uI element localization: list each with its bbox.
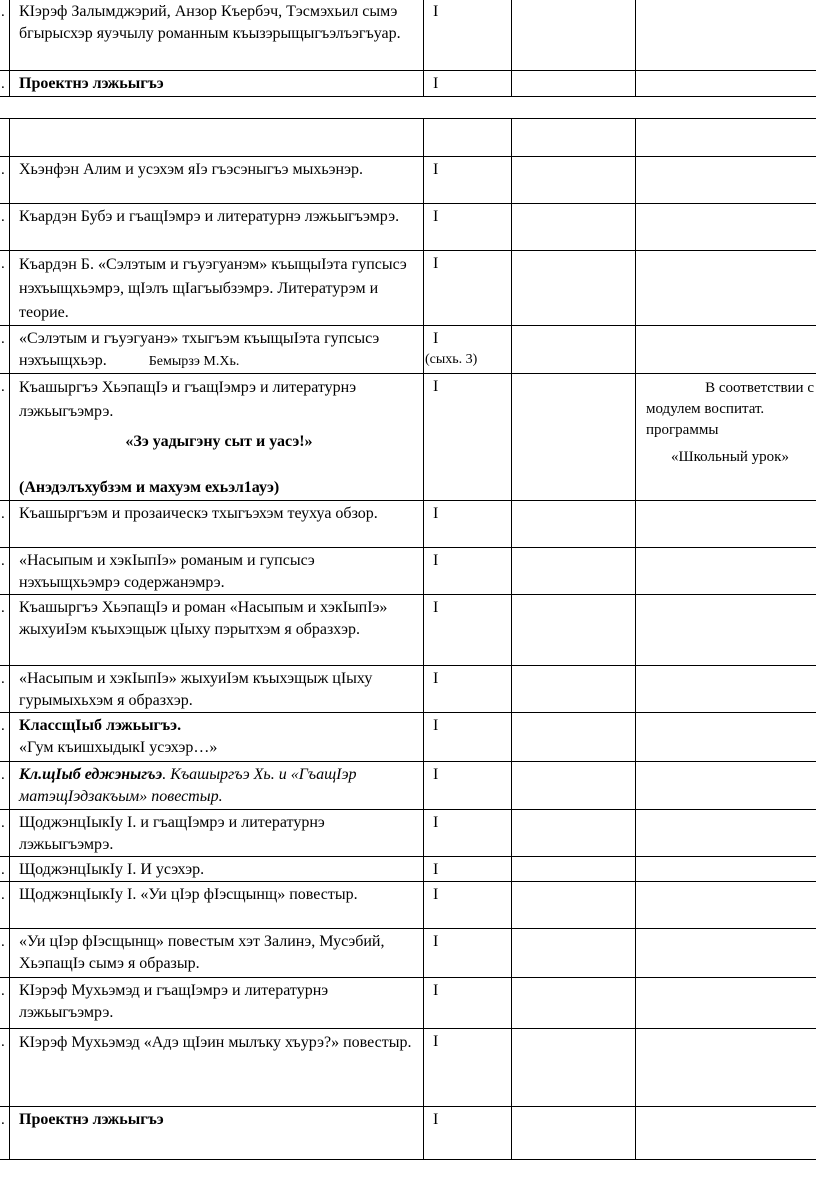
lesson-date-cell <box>512 978 636 1029</box>
row-number: . <box>0 501 10 548</box>
row-number: . <box>0 666 10 713</box>
lesson-hours: I <box>424 204 512 251</box>
table-row <box>0 1029 816 1107</box>
lesson-topic: «Уи цIэр фIэсщынщ» повестым хэт Залинэ, Мусэбий, ХьэпащIэ сымэ я образыр. <box>10 929 424 978</box>
table-row <box>0 548 816 595</box>
lesson-topic: «Гум къишхыдыкI усэхэр…» <box>19 739 218 756</box>
table-row <box>0 374 816 501</box>
lesson-hours: I <box>424 762 512 810</box>
lesson-topic: Къардэн Бубэ и гъащIэмрэ и литературнэ лэжьыгъэмрэ. <box>10 204 424 251</box>
lesson-note-cell <box>636 501 816 548</box>
lesson-hours: I <box>424 595 512 666</box>
table-row <box>0 157 816 204</box>
lesson-topic: КIэрэф Мухьэмэд «Адэ щIэин мылъку хъурэ?» повестыр. <box>10 1029 424 1107</box>
row-number: . <box>0 157 10 204</box>
note-line: модулем воспитат. программы <box>646 401 765 438</box>
lesson-topic: КIэрэф Мухьэмэд и гъащIэмрэ и литературнэ лэжьыгъэмрэ. <box>10 978 424 1029</box>
lesson-hours: I <box>424 251 512 326</box>
table-row <box>0 929 816 978</box>
lesson-topic: Проектнэ лэжьыгъэ <box>10 1107 424 1160</box>
lesson-date-cell <box>512 326 636 374</box>
note-line: В соответствии с <box>705 380 814 396</box>
lesson-topic-cell <box>10 713 424 762</box>
lesson-date-cell <box>512 1029 636 1107</box>
lesson-topic-bold: КлассщIыб лэжьыгъэ. <box>19 717 182 734</box>
row-number: . <box>0 1029 10 1107</box>
row-number: . <box>0 713 10 762</box>
lesson-date-cell <box>512 204 636 251</box>
table-row <box>0 326 816 374</box>
table-row <box>0 882 816 929</box>
row-number: . <box>0 929 10 978</box>
lesson-hours: I <box>424 929 512 978</box>
table-row <box>0 978 816 1029</box>
lesson-hours: I <box>424 71 512 97</box>
lesson-topic-bold-italic: Кл.щIыб еджэныгъэ <box>19 766 163 783</box>
lesson-author: Бемырзэ М.Хь. <box>148 354 240 369</box>
table-row <box>0 501 816 548</box>
lesson-hours: I <box>424 810 512 857</box>
lesson-note-cell <box>636 857 816 882</box>
lesson-topic: Проектнэ лэжьыгъэ <box>10 71 424 97</box>
lesson-topic: ЩоджэнцIыкIу I. И усэхэр. <box>10 857 424 882</box>
lesson-topic: «Насыпым и хэкIыпIэ» романым и гупсысэ нэхъыщхьэмрэ содержанэмрэ. <box>10 548 424 595</box>
lesson-note-cell <box>636 157 816 204</box>
row-number: . <box>0 548 10 595</box>
note-cell <box>636 374 816 501</box>
lesson-date-cell <box>512 548 636 595</box>
table-row <box>0 119 816 157</box>
lesson-date-cell <box>512 157 636 204</box>
lesson-topic: Къашыргъэ ХьэпащIэ и роман «Насыпым и хэкIыпIэ» жыхуиIэм къыхэщыж цIыху пэрытхэм я образхэр. <box>10 595 424 666</box>
row-number: . <box>0 978 10 1029</box>
lesson-hours-cell <box>424 326 512 374</box>
lesson-note-cell <box>636 251 816 326</box>
lesson-date-cell <box>512 501 636 548</box>
table-row <box>0 666 816 713</box>
lesson-date-cell <box>512 595 636 666</box>
row-number: . <box>0 374 10 501</box>
lesson-hours: I <box>424 978 512 1029</box>
lesson-topic-cell <box>10 326 424 374</box>
lesson-note-cell <box>636 326 816 374</box>
program-table-main <box>0 118 816 1160</box>
table-row <box>0 1107 816 1160</box>
table-row <box>0 857 816 882</box>
program-table-top <box>0 0 816 97</box>
lesson-topic: ЩоджэнцIыкIу I. «Уи цIэр фIэсщынщ» повестыр. <box>10 882 424 929</box>
empty-cell <box>0 119 10 157</box>
lesson-date-cell <box>512 1107 636 1160</box>
lesson-date-cell <box>512 713 636 762</box>
note-line: «Школьный урок» <box>671 449 789 465</box>
lesson-date-cell <box>512 374 636 501</box>
lesson-hours-sub: (сыхь. 3) <box>425 352 478 367</box>
lesson-note-cell <box>636 713 816 762</box>
lesson-topic: «Сэлэтым и гъуэгуанэ» тхыгъэм къыщыIэта гупсысэ нэхъыщхьэр. <box>19 330 380 369</box>
lesson-topic-cell <box>10 762 424 810</box>
empty-cell <box>10 119 424 157</box>
lesson-topic: ЩоджэнцIыкIу I. и гъащIэмрэ и литературнэ лэжьыгъэмрэ. <box>10 810 424 857</box>
lesson-hours: I <box>424 157 512 204</box>
row-number: . <box>0 326 10 374</box>
lesson-topic: КIэрэф Залымджэрий, Анзор Къербэч, Тэсмэхьил сымэ бгырысхэр яуэчылу романным къызэрыщыгъэлъэгъуар. <box>10 0 424 71</box>
lesson-note-cell <box>636 1029 816 1107</box>
lesson-topic: «Насыпым и хэкIыпIэ» жыхуиIэм къыхэщыж цIыху гурымыхьхэм я образхэр. <box>10 666 424 713</box>
lesson-date-cell <box>512 762 636 810</box>
spacer <box>19 454 419 476</box>
lesson-hours: I <box>424 0 512 71</box>
row-number: . <box>0 71 10 97</box>
lesson-hours: I <box>424 548 512 595</box>
lesson-note-cell <box>636 595 816 666</box>
row-number: . <box>0 0 10 71</box>
table-row <box>0 810 816 857</box>
lesson-heading: «Зэ уадыгэну сыт и уасэ!» <box>125 433 313 450</box>
lesson-date-cell <box>512 251 636 326</box>
lesson-hours: I <box>424 666 512 713</box>
lesson-note-cell <box>636 978 816 1029</box>
row-number: . <box>0 595 10 666</box>
table-row <box>0 71 816 97</box>
lesson-date-cell <box>512 666 636 713</box>
row-number: . <box>0 810 10 857</box>
lesson-date-cell <box>512 810 636 857</box>
lesson-topic: Къардэн Б. «Сэлэтым и гъуэгуанэм» къыщыIэта гупсысэ нэхъыщхьэмрэ, щIэлъ щIагъыбзэмрэ. Литературэм и теорие. <box>10 251 424 326</box>
lesson-note-cell <box>636 204 816 251</box>
lesson-hours: I <box>424 1107 512 1160</box>
lesson-topic-cell <box>10 374 424 501</box>
lesson-topic: . Къашыргъэ Хь. и «ГъащIэр матэщIэдзакъым» повестыр. <box>19 766 357 805</box>
lesson-subheading: (Анэдэлъхубзэм и махуэм ехьэл1ауэ) <box>19 479 280 496</box>
row-number: . <box>0 882 10 929</box>
row-number: . <box>0 762 10 810</box>
table-row <box>0 0 816 71</box>
lesson-date-cell <box>512 882 636 929</box>
lesson-note-cell <box>636 1107 816 1160</box>
table-row <box>0 204 816 251</box>
table-row <box>0 713 816 762</box>
lesson-note-cell <box>636 666 816 713</box>
lesson-topic: Къашыргъэм и прозаическэ тхыгъэхэм теухуа обзор. <box>10 501 424 548</box>
lesson-hours: I <box>433 330 439 347</box>
lesson-note-cell <box>636 548 816 595</box>
lesson-date-cell <box>512 929 636 978</box>
lesson-hours: I <box>424 1029 512 1107</box>
lesson-note-cell <box>636 882 816 929</box>
table-row <box>0 251 816 326</box>
row-number: . <box>0 251 10 326</box>
table-row <box>0 595 816 666</box>
empty-cell <box>636 119 816 157</box>
lesson-note-cell <box>636 0 816 71</box>
row-number: . <box>0 204 10 251</box>
lesson-topic: Къашыргъэ ХьэпащIэ и гъащIэмрэ и литературнэ лэжьыгъэмрэ. <box>19 379 357 420</box>
row-number: . <box>0 857 10 882</box>
lesson-note-cell <box>636 929 816 978</box>
empty-cell <box>424 119 512 157</box>
lesson-topic: Хьэнфэн Алим и усэхэм яIэ гъэсэныгъэ мыхьэнэр. <box>10 157 424 204</box>
empty-cell <box>512 119 636 157</box>
lesson-date-cell <box>512 857 636 882</box>
lesson-note-cell <box>636 810 816 857</box>
lesson-hours: I <box>424 501 512 548</box>
lesson-hours: I <box>424 374 512 501</box>
lesson-hours: I <box>424 857 512 882</box>
row-number: . <box>0 1107 10 1160</box>
lesson-note-cell <box>636 762 816 810</box>
lesson-note-cell <box>636 71 816 97</box>
lesson-hours: I <box>424 882 512 929</box>
lesson-date-cell <box>512 0 636 71</box>
lesson-date-cell <box>512 71 636 97</box>
lesson-hours: I <box>424 713 512 762</box>
table-row <box>0 762 816 810</box>
